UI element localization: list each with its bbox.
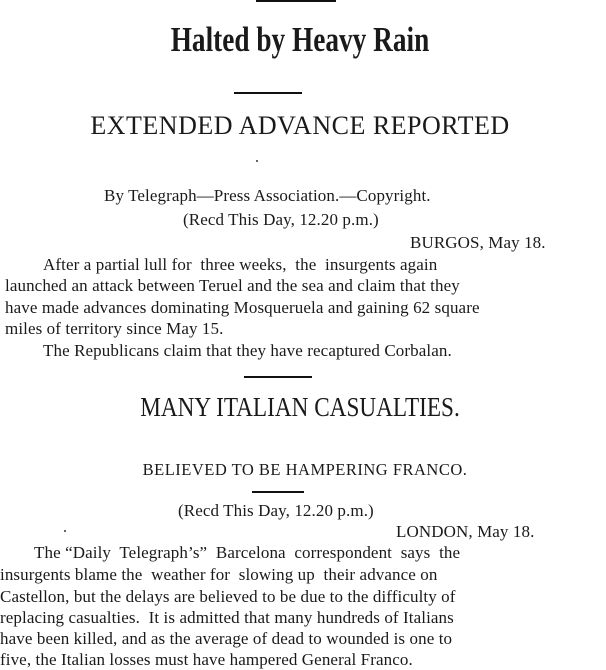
article1-paragraph-line: launched an attack between Teruel and the sea and claim that they — [5, 276, 460, 295]
article2-paragraph-line: have been killed, and as the average of dead to wounded is one to — [0, 629, 453, 648]
article1-subheading: EXTENDED ADVANCE REPORTED — [90, 111, 510, 140]
article1-paragraph-line: After a partial lull for three weeks, the insurgents again — [43, 255, 438, 274]
article1-paragraph-line: have made advances dominating Mosqueruela and gaining 62 square — [5, 298, 480, 317]
article2-paragraph-line: insurgents blame the weather for slowing up their advance on — [0, 565, 438, 584]
speck — [64, 530, 66, 532]
divider-rule — [244, 376, 312, 378]
article1-paragraph-2: The Republicans claim that they have recaptured Corbalan. — [43, 341, 452, 360]
article2-paragraph-line: Castellon, but the delays are believed to be due to the difficulty of — [0, 587, 456, 606]
article2-paragraph-line: replacing casualties. It is admitted that many hundreds of Italians — [0, 608, 454, 627]
article1-headline: Halted by Heavy Rain — [170, 20, 430, 59]
article1-byline: By Telegraph—Press Association.—Copyright. — [104, 186, 431, 205]
article1-received: (Recd This Day, 12.20 p.m.) — [183, 210, 379, 229]
article1-paragraph-line: miles of territory since May 15. — [5, 319, 224, 338]
article1-dateline: BURGOS, May 18. — [410, 233, 546, 252]
speck — [256, 160, 258, 162]
top-rule — [256, 0, 336, 2]
article2-paragraph-line: five, the Italian losses must have hampered General Franco. — [0, 650, 413, 669]
article2-subheading: BELIEVED TO BE HAMPERING FRANCO. — [142, 460, 468, 479]
article2-received: (Recd This Day, 12.20 p.m.) — [178, 501, 374, 520]
article2-headline: MANY ITALIAN CASUALTIES. — [140, 392, 460, 422]
divider-rule — [252, 491, 304, 493]
article2-paragraph-line: The “Daily Telegraph’s” Barcelona correspondent says the — [34, 543, 461, 562]
divider-rule — [234, 92, 302, 94]
article2-dateline: LONDON, May 18. — [396, 522, 535, 541]
